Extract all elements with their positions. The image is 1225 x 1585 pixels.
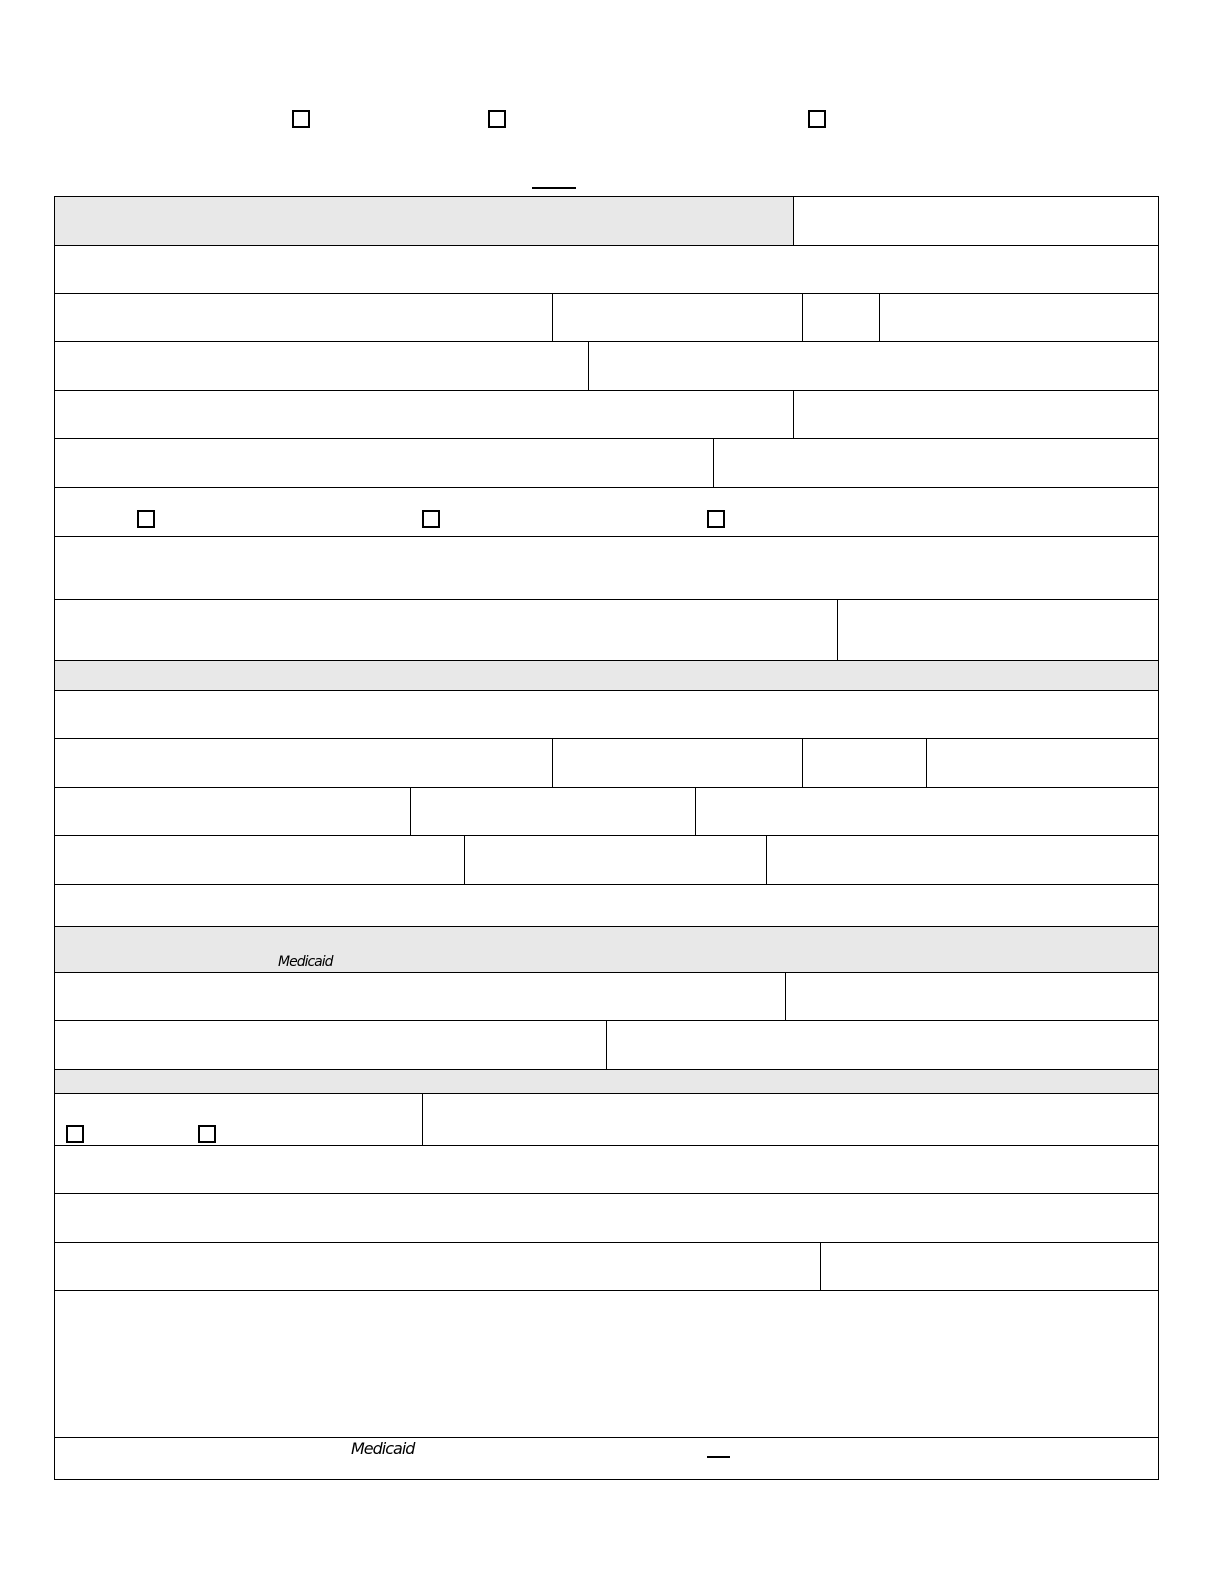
section-header-2 [55,661,1158,691]
header-checkbox-2[interactable] [488,110,506,128]
header-checkbox-1[interactable] [292,110,310,128]
medicaid-label: Medicaid [278,954,333,970]
cell-divider [606,1021,607,1069]
form-row-6 [55,439,1158,488]
form-row-17 [55,1094,1158,1146]
option-checkbox-1[interactable] [137,510,155,528]
form-row-5 [55,391,1158,439]
cell-divider [588,342,589,390]
form-row-footer [55,1438,1158,1479]
section-header-4 [55,1070,1158,1094]
cell-divider [713,439,714,487]
cell-divider [926,739,927,787]
form-row-4 [55,342,1158,391]
form-row-12 [55,788,1158,836]
header-blank-line [532,187,576,189]
option-checkbox-2[interactable] [422,510,440,528]
footer-blank-line [707,1456,730,1458]
form-row-checkboxes [55,488,1158,537]
cell-divider [422,1094,423,1145]
cell-divider [410,788,411,835]
cell-divider [820,1243,821,1290]
section-header-3 [55,927,1158,973]
form-row-20 [55,1243,1158,1291]
option-checkbox-3[interactable] [707,510,725,528]
form-row-13 [55,836,1158,885]
cell-divider [766,836,767,884]
title-band [55,197,793,245]
form-row-14[interactable] [55,885,1158,927]
cell-divider [837,600,838,660]
cell-divider [793,197,794,245]
form-row-10[interactable] [55,691,1158,739]
cell-divider [552,294,553,341]
form-row-11 [55,739,1158,788]
form-row-3 [55,294,1158,342]
form-row-title [55,197,1158,246]
form-row-comments[interactable] [55,1291,1158,1438]
header-checkbox-3[interactable] [808,110,826,128]
form-row-16 [55,1021,1158,1070]
footer-medicaid-label: Medicaid [351,1439,415,1458]
cell-divider [793,391,794,438]
cell-divider [785,973,786,1020]
no-checkbox[interactable] [198,1125,216,1143]
form-row-18[interactable] [55,1146,1158,1194]
cell-divider [802,294,803,341]
yes-checkbox[interactable] [66,1125,84,1143]
cell-divider [695,788,696,835]
form-row-9 [55,600,1158,661]
form-row-15 [55,973,1158,1021]
cell-divider [879,294,880,341]
cell-divider [552,739,553,787]
cell-divider [464,836,465,884]
form-row-2[interactable] [55,246,1158,294]
cell-divider [802,739,803,787]
form-row-19[interactable] [55,1194,1158,1243]
form-row-8[interactable] [55,537,1158,600]
form-table [54,196,1159,1480]
